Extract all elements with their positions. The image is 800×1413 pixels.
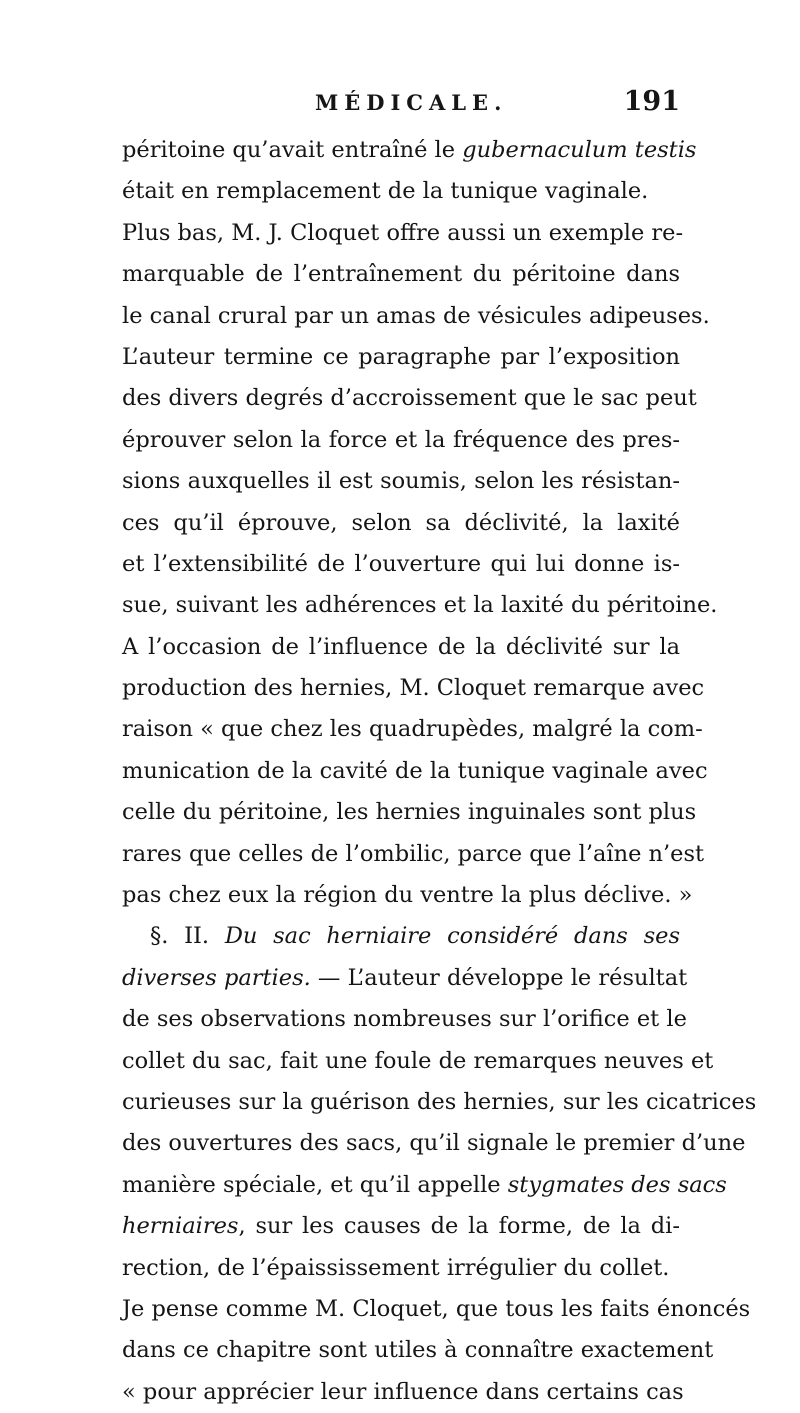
line-text: pas chez eux la région du ventre la plus déclive. » — [122, 882, 693, 909]
line-text: — L’auteur développe le résultat — [310, 964, 688, 991]
text-line — [122, 1082, 757, 1123]
text-line — [122, 834, 705, 875]
text-line — [122, 792, 697, 833]
line-text: Je pense comme M. Cloquet, que tous les faits énoncés — [122, 1295, 751, 1322]
page-header — [120, 86, 680, 126]
text-line — [122, 420, 680, 461]
text-line — [122, 1330, 714, 1371]
text-line — [122, 544, 680, 585]
line-text: raison « que chez les quadrupèdes, malgré la com- — [122, 716, 703, 743]
line-text: A l’occasion de l’influence de la déclivité sur la — [122, 633, 680, 660]
text-line — [122, 1165, 727, 1206]
text-line — [122, 296, 710, 337]
text-line — [122, 1206, 680, 1247]
text-line — [122, 585, 718, 626]
line-text: et l’extensibilité de l’ouverture qui lui donne is- — [122, 550, 680, 577]
running-head: MÉDICALE. — [315, 90, 508, 115]
text-line — [122, 916, 680, 957]
text-line — [122, 627, 680, 668]
line-text: Plus bas, M. J. Cloquet offre aussi un exemple re- — [122, 219, 684, 246]
line-text: éprouver selon la force et la fréquence des pres- — [122, 426, 680, 453]
line-text: L’auteur termine ce paragraphe par l’exposition — [122, 343, 680, 370]
text-line — [122, 1248, 680, 1289]
text-line — [122, 958, 688, 999]
line-text: sue, suivant les adhérences et la laxité du péritoine. — [122, 592, 718, 619]
line-text: , sur les causes de la forme, de la di- — [238, 1213, 680, 1240]
line-text: curieuses sur la guérison des hernies, sur les cicatrices — [122, 1088, 757, 1115]
line-text: dans ce chapitre sont utiles à connaître exactement — [122, 1337, 714, 1364]
text-line — [122, 1372, 684, 1413]
line-text: sions auxquelles il est soumis, selon les résistan- — [122, 468, 680, 495]
page-number: 191 — [623, 86, 680, 117]
text-line — [122, 999, 687, 1040]
italic-text: Du sac herniaire considéré dans ses — [224, 923, 681, 950]
text-line — [122, 254, 680, 295]
body-text — [122, 130, 757, 1413]
line-text: celle du péritoine, les hernies inguinales sont plus — [122, 799, 697, 826]
text-line — [122, 668, 705, 709]
line-text: §. II. — [150, 923, 225, 950]
line-text: collet du sac, fait une foule de remarques neuves et — [122, 1047, 714, 1074]
line-text: des divers degrés d’accroissement que le sac peut — [122, 385, 697, 412]
line-text-part: péritoine qu’avait entraîné le — [122, 137, 463, 163]
text-line — [122, 130, 697, 171]
text-line — [122, 378, 697, 419]
italic-text: herniaires — [122, 1213, 239, 1240]
text-line — [122, 171, 680, 212]
text-line — [122, 213, 684, 254]
text-line — [122, 709, 703, 750]
line-text: le canal crural par un amas de vésicules adipeuses. — [122, 302, 710, 329]
line-text: était en remplacement de la tunique vaginale. — [122, 178, 649, 205]
line-text: munication de la cavité de la tunique vaginale avec — [122, 757, 708, 784]
text-line — [122, 1289, 751, 1330]
line-text: manière spéciale, et qu’il appelle — [122, 1171, 508, 1198]
text-line — [122, 503, 680, 544]
italic-text: stygmates des sacs — [507, 1171, 727, 1198]
line-text: rection, de l’épaississement irrégulier du collet. — [122, 1254, 670, 1281]
line-text: « pour apprécier leur influence dans certains cas — [122, 1378, 684, 1405]
line-text: de ses observations nombreuses sur l’orifice et le — [122, 1006, 687, 1033]
line-text: ces qu’il éprouve, selon sa déclivité, la laxité — [122, 509, 680, 536]
italic-text: gubernaculum testis — [462, 137, 697, 163]
text-line — [122, 751, 708, 792]
line-text: rares que celles de l’ombilic, parce que l’aîne n’est — [122, 840, 705, 867]
text-line — [122, 461, 680, 502]
line-text: marquable de l’entraînement du péritoine dans — [122, 261, 680, 288]
text-line — [122, 337, 680, 378]
text-line — [122, 1041, 714, 1082]
italic-text: diverses parties. — [122, 964, 311, 991]
line-text: des ouvertures des sacs, qu’il signale le premier d’une — [122, 1130, 746, 1157]
text-line — [122, 1123, 746, 1164]
text-line — [122, 875, 693, 916]
line-text: production des hernies, M. Cloquet remarque avec — [122, 675, 705, 702]
